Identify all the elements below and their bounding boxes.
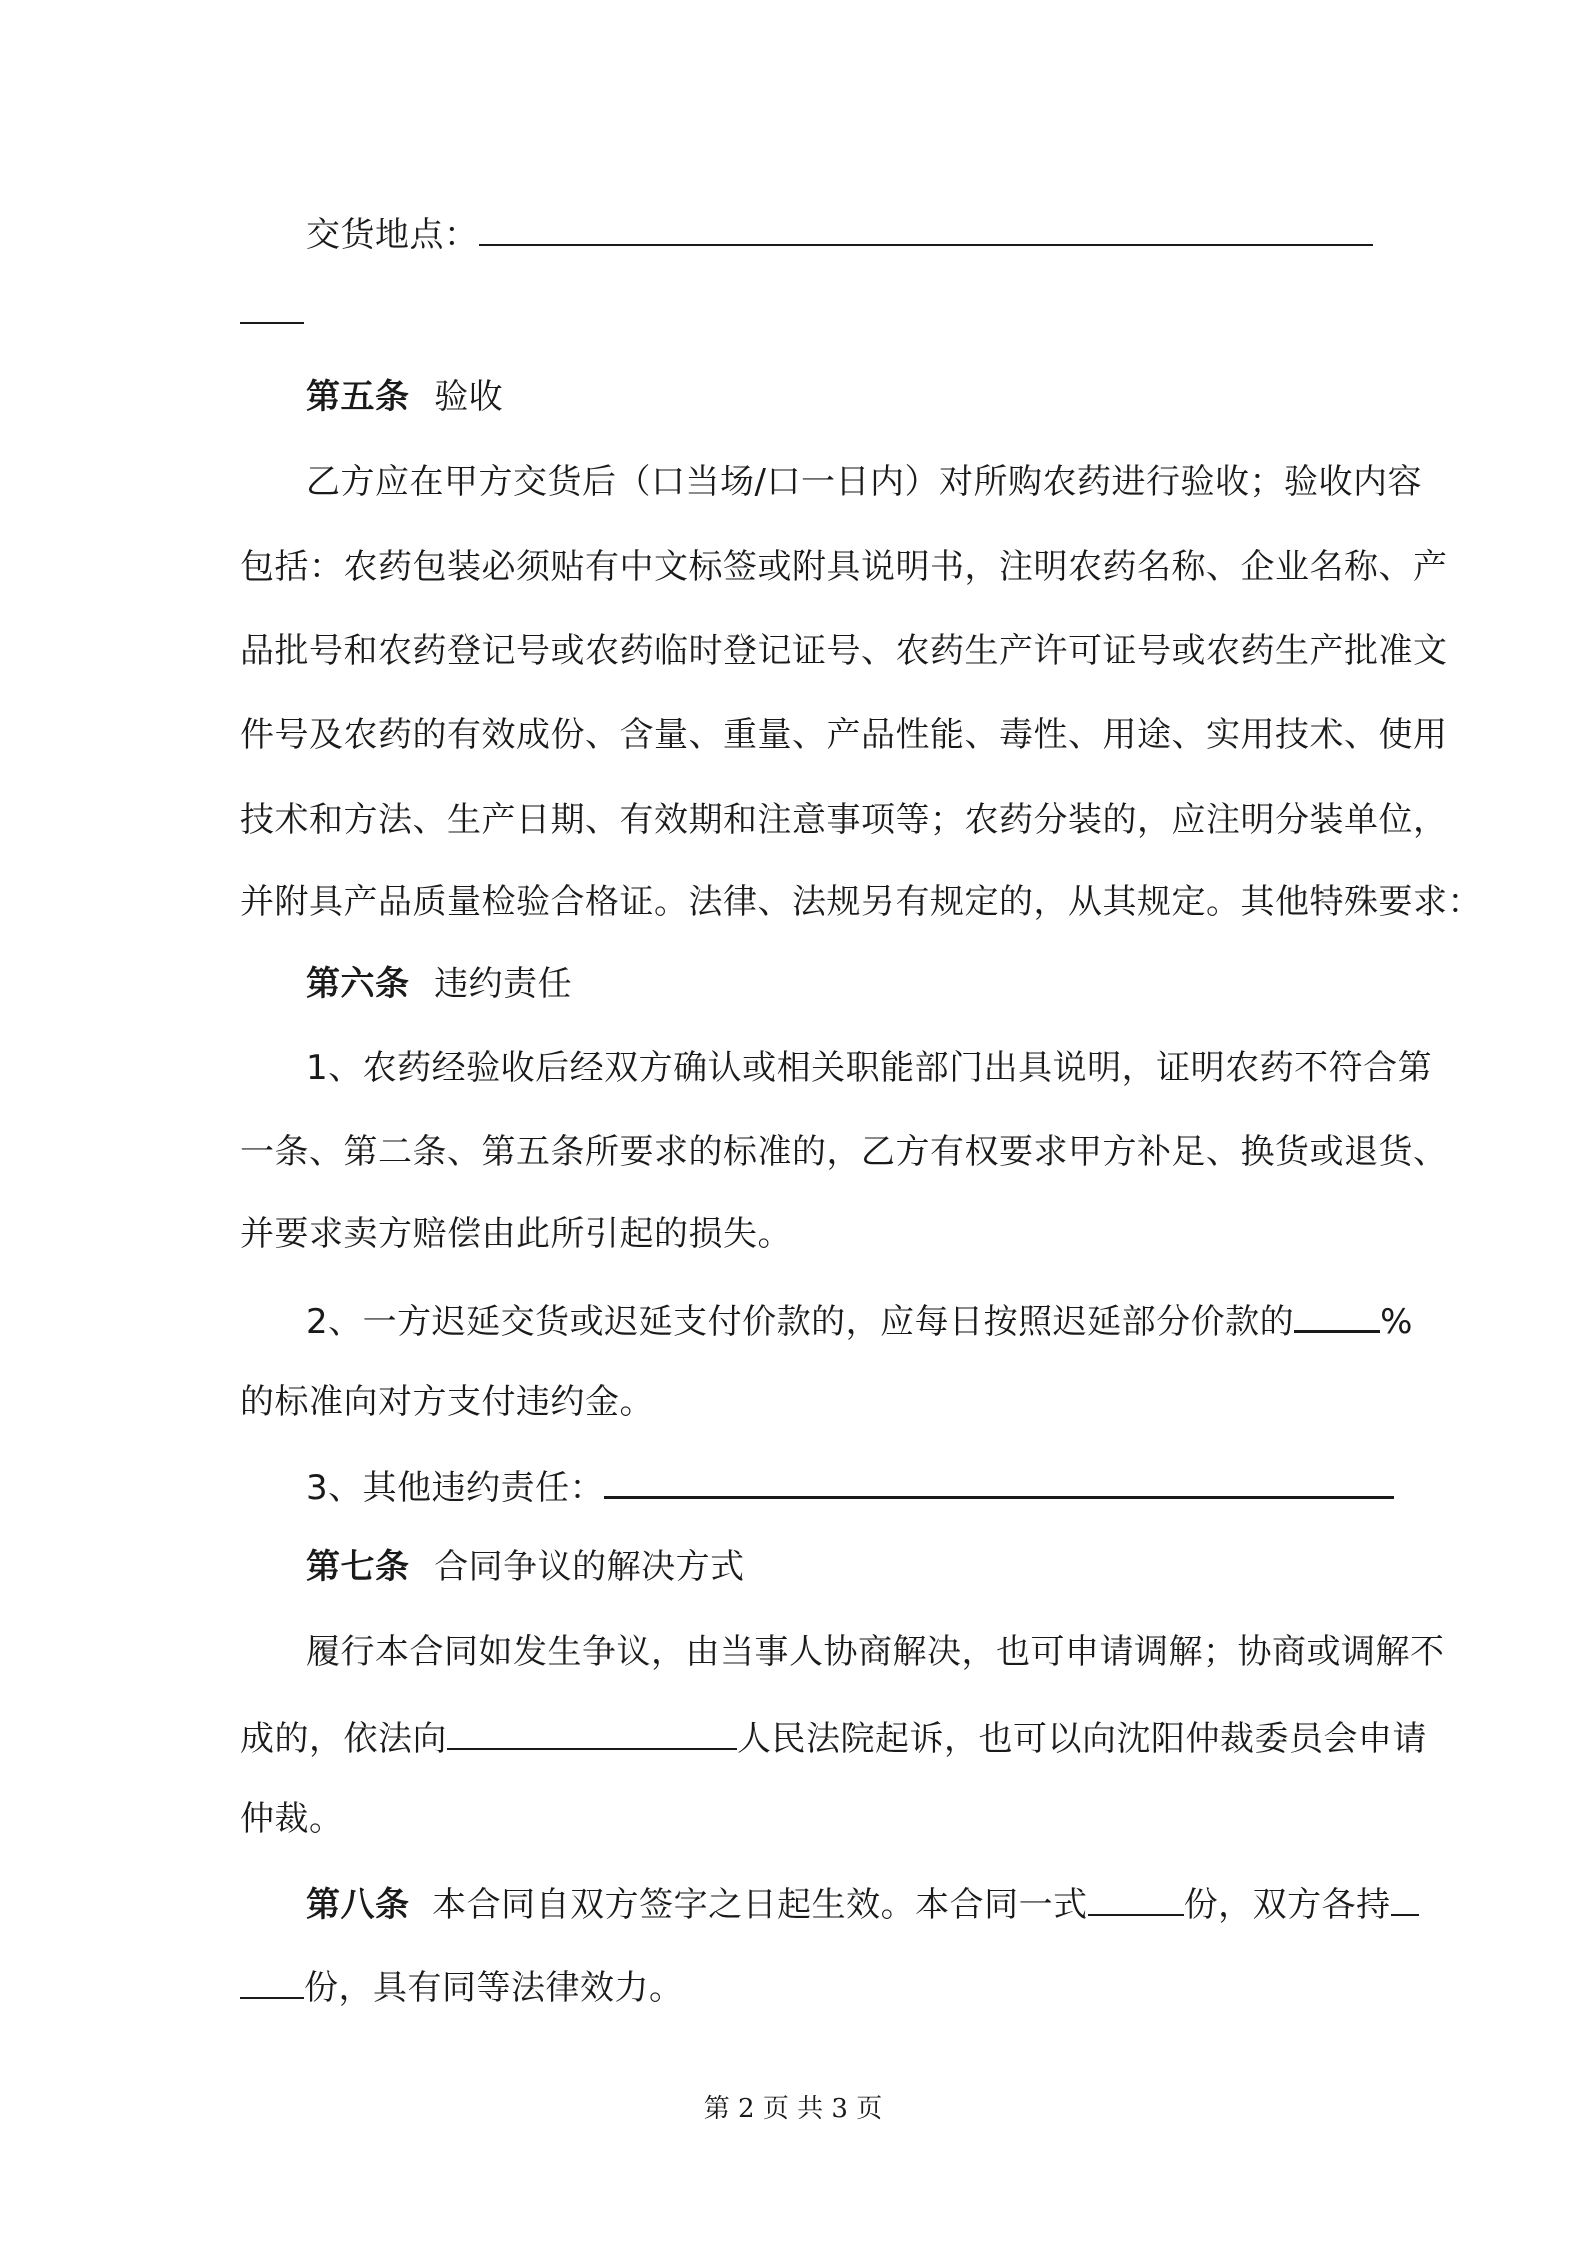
article6-item2-line-2: 的标准向对方支付违约金。	[240, 1382, 654, 1422]
copies-total-blank[interactable]	[1088, 1880, 1184, 1916]
article8-line-2	[240, 1963, 1350, 2010]
article6-item2-line-1	[306, 1296, 1413, 1344]
article5-title: 验收	[434, 377, 504, 417]
article7-number: 第七条	[306, 1547, 410, 1587]
article5-line-1: 乙方应在甲方交货后（口当场/口一日内）对所购农药进行验收；验收内容	[306, 462, 1422, 502]
article6-item1-line-2: 一条、第二条、第五条所要求的标准的，乙方有权要求甲方补足、换货或退货、	[240, 1132, 1448, 1172]
delivery-blank-2[interactable]	[240, 288, 304, 324]
article6-item2-text: 2、一方迟延交货或迟延支付价款的，应每日按照迟延部分价款的	[306, 1302, 1295, 1342]
article7-line-2	[240, 1714, 1427, 1761]
article6-item1-line-1: 1、农药经验收后经双方确认或相关职能部门出具说明，证明农药不符合第	[306, 1048, 1433, 1088]
article8-line2-text: 份，具有同等法律效力。	[304, 1968, 684, 2008]
article5-number: 第五条	[306, 377, 410, 417]
article7-line-3: 仲裁。	[240, 1799, 344, 1839]
copies-each-blank-continued[interactable]	[240, 1963, 304, 1999]
court-name-blank[interactable]	[447, 1714, 737, 1750]
article7-line2-text-a: 成的，依法向	[240, 1719, 447, 1759]
article6-item1-line-3: 并要求卖方赔偿由此所引起的损失。	[240, 1214, 792, 1254]
article8-text-b: 份，双方各持	[1183, 1885, 1391, 1925]
article7-line2-text-b: 人民法院起诉，也可以向沈阳仲裁委员会申请	[737, 1719, 1427, 1759]
article5-line-3: 品批号和农药登记号或农药临时登记证号、农药生产许可证号或农药生产批准文	[240, 631, 1448, 671]
delivery-line	[306, 210, 1350, 257]
article5-line-4: 件号及农药的有效成份、含量、重量、产品性能、毒性、用途、实用技术、使用	[240, 715, 1448, 755]
article7-line-1: 履行本合同如发生争议，由当事人协商解决，也可申请调解；协商或调解不	[306, 1632, 1445, 1672]
copies-each-blank[interactable]	[1391, 1880, 1419, 1916]
article8-number: 第八条	[306, 1885, 410, 1925]
other-liability-blank[interactable]	[604, 1462, 1394, 1499]
article8-line-1	[306, 1880, 1391, 1927]
delivery-blank[interactable]	[479, 210, 1373, 246]
article6-item3-text: 3、其他违约责任：	[306, 1468, 605, 1508]
delivery-label: 交货地点：	[306, 215, 479, 255]
article6-heading	[306, 962, 1350, 1006]
delivery-blank-continued	[240, 288, 1350, 335]
article7-heading	[306, 1545, 1350, 1589]
page-number-footer: 第 2 页 共 3 页	[703, 2094, 883, 2124]
article5-line-6: 并附具产品质量检验合格证。法律、法规另有规定的，从其规定。其他特殊要求：	[240, 882, 1482, 922]
article5-heading	[306, 375, 1350, 419]
article7-title: 合同争议的解决方式	[434, 1547, 745, 1587]
article6-number: 第六条	[306, 964, 410, 1004]
article8-text-a: 本合同自双方签字之日起生效。本合同一式	[432, 1885, 1088, 1925]
article6-item3-line	[306, 1462, 1350, 1510]
article6-title: 违约责任	[434, 964, 573, 1004]
percent-sign: %	[1380, 1302, 1413, 1342]
penalty-rate-blank[interactable]	[1294, 1296, 1380, 1333]
article5-line-2: 包括：农药包装必须贴有中文标签或附具说明书，注明农药名称、企业名称、产	[240, 547, 1448, 587]
article5-line-5: 技术和方法、生产日期、有效期和注意事项等；农药分装的，应注明分装单位，	[240, 800, 1448, 840]
